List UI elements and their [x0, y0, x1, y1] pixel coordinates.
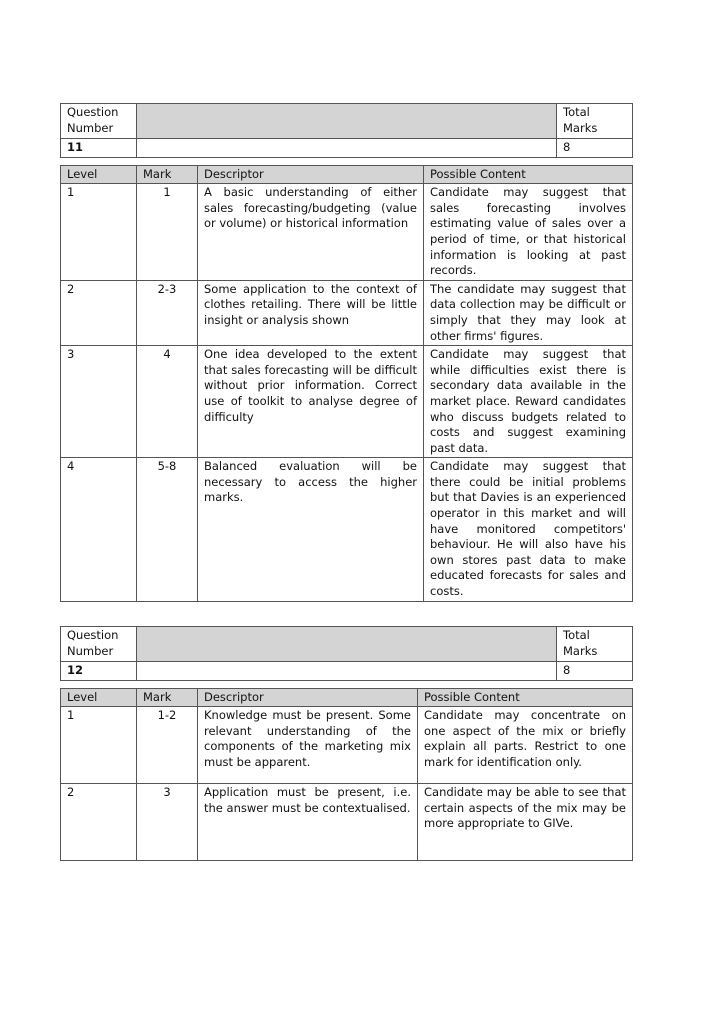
level-cell: 2 [61, 280, 137, 345]
content-cell: The candidate may suggest that data collection may be difficult or simply that they may look at other firms' figures. [424, 280, 633, 345]
descriptor-cell: Application must be present, i.e. the answer must be contextualised. [198, 784, 418, 861]
question-11-block [60, 103, 632, 602]
header-empty-cell [137, 139, 557, 158]
mark-cell: 4 [137, 346, 198, 458]
question-number-label: Question Number [61, 627, 137, 662]
column-header-descriptor: Descriptor [198, 688, 418, 707]
column-header-descriptor: Descriptor [198, 165, 424, 184]
level-cell: 2 [61, 784, 137, 861]
question-number-label: Question Number [61, 104, 137, 139]
header-shaded-cell [137, 104, 557, 139]
column-header-possible-content: Possible Content [424, 165, 633, 184]
mark-cell: 3 [137, 784, 198, 861]
descriptor-cell: Some application to the context of clothes retailing. There will be little insight or analysis shown [198, 280, 424, 345]
level-cell: 3 [61, 346, 137, 458]
table-row [61, 458, 633, 601]
column-header-mark: Mark [137, 165, 198, 184]
content-cell: Candidate may be able to see that certain aspects of the mix may be more appropriate to GIVe. [418, 784, 633, 861]
level-cell: 4 [61, 458, 137, 601]
content-cell: Candidate may suggest that there could be initial problems but that Davies is an experienced operator in this market and will have monitored competitors' behaviour. He will also have his own stores past data to make educated forecasts for sales and costs. [424, 458, 633, 601]
level-cell: 1 [61, 184, 137, 281]
column-header-level: Level [61, 165, 137, 184]
mark-cell: 1 [137, 184, 198, 281]
mark-cell: 5-8 [137, 458, 198, 601]
question-12-block [60, 626, 632, 861]
table-row [61, 184, 633, 281]
column-header-mark: Mark [137, 688, 198, 707]
mark-cell: 1-2 [137, 707, 198, 784]
total-marks-label: Total Marks [557, 104, 633, 139]
content-cell: Candidate may suggest that while difficulties exist there is secondary data available in the market place. Reward candidates who discuss budgets related to costs and suggest examining past data. [424, 346, 633, 458]
question-12-header-table [60, 626, 633, 681]
question-11-header-table [60, 103, 633, 158]
table-row [61, 707, 633, 784]
question-number: 12 [61, 662, 137, 681]
descriptor-cell: Balanced evaluation will be necessary to access the higher marks. [198, 458, 424, 601]
column-header-level: Level [61, 688, 137, 707]
mark-cell: 2-3 [137, 280, 198, 345]
table-row [61, 346, 633, 458]
content-cell: Candidate may suggest that sales forecasting involves estimating value of sales over a period of time, or that historical information is looking at past records. [424, 184, 633, 281]
question-11-marking-table [60, 165, 633, 602]
level-cell: 1 [61, 707, 137, 784]
content-cell: Candidate may concentrate on one aspect of the mix or briefly explain all parts. Restrict to one mark for identification only. [418, 707, 633, 784]
header-empty-cell [137, 662, 557, 681]
question-number: 11 [61, 139, 137, 158]
table-row [61, 784, 633, 861]
descriptor-cell: Knowledge must be present. Some relevant understanding of the components of the marketing mix must be apparent. [198, 707, 418, 784]
descriptor-cell: One idea developed to the extent that sales forecasting will be difficult without prior information. Correct use of toolkit to analyse degree of difficulty [198, 346, 424, 458]
table-row [61, 280, 633, 345]
column-header-possible-content: Possible Content [418, 688, 633, 707]
total-marks-label: Total Marks [557, 627, 633, 662]
question-12-marking-table [60, 688, 633, 862]
total-marks: 8 [557, 139, 633, 158]
header-shaded-cell [137, 627, 557, 662]
total-marks: 8 [557, 662, 633, 681]
descriptor-cell: A basic understanding of either sales forecasting/budgeting (value or volume) or historical information [198, 184, 424, 281]
